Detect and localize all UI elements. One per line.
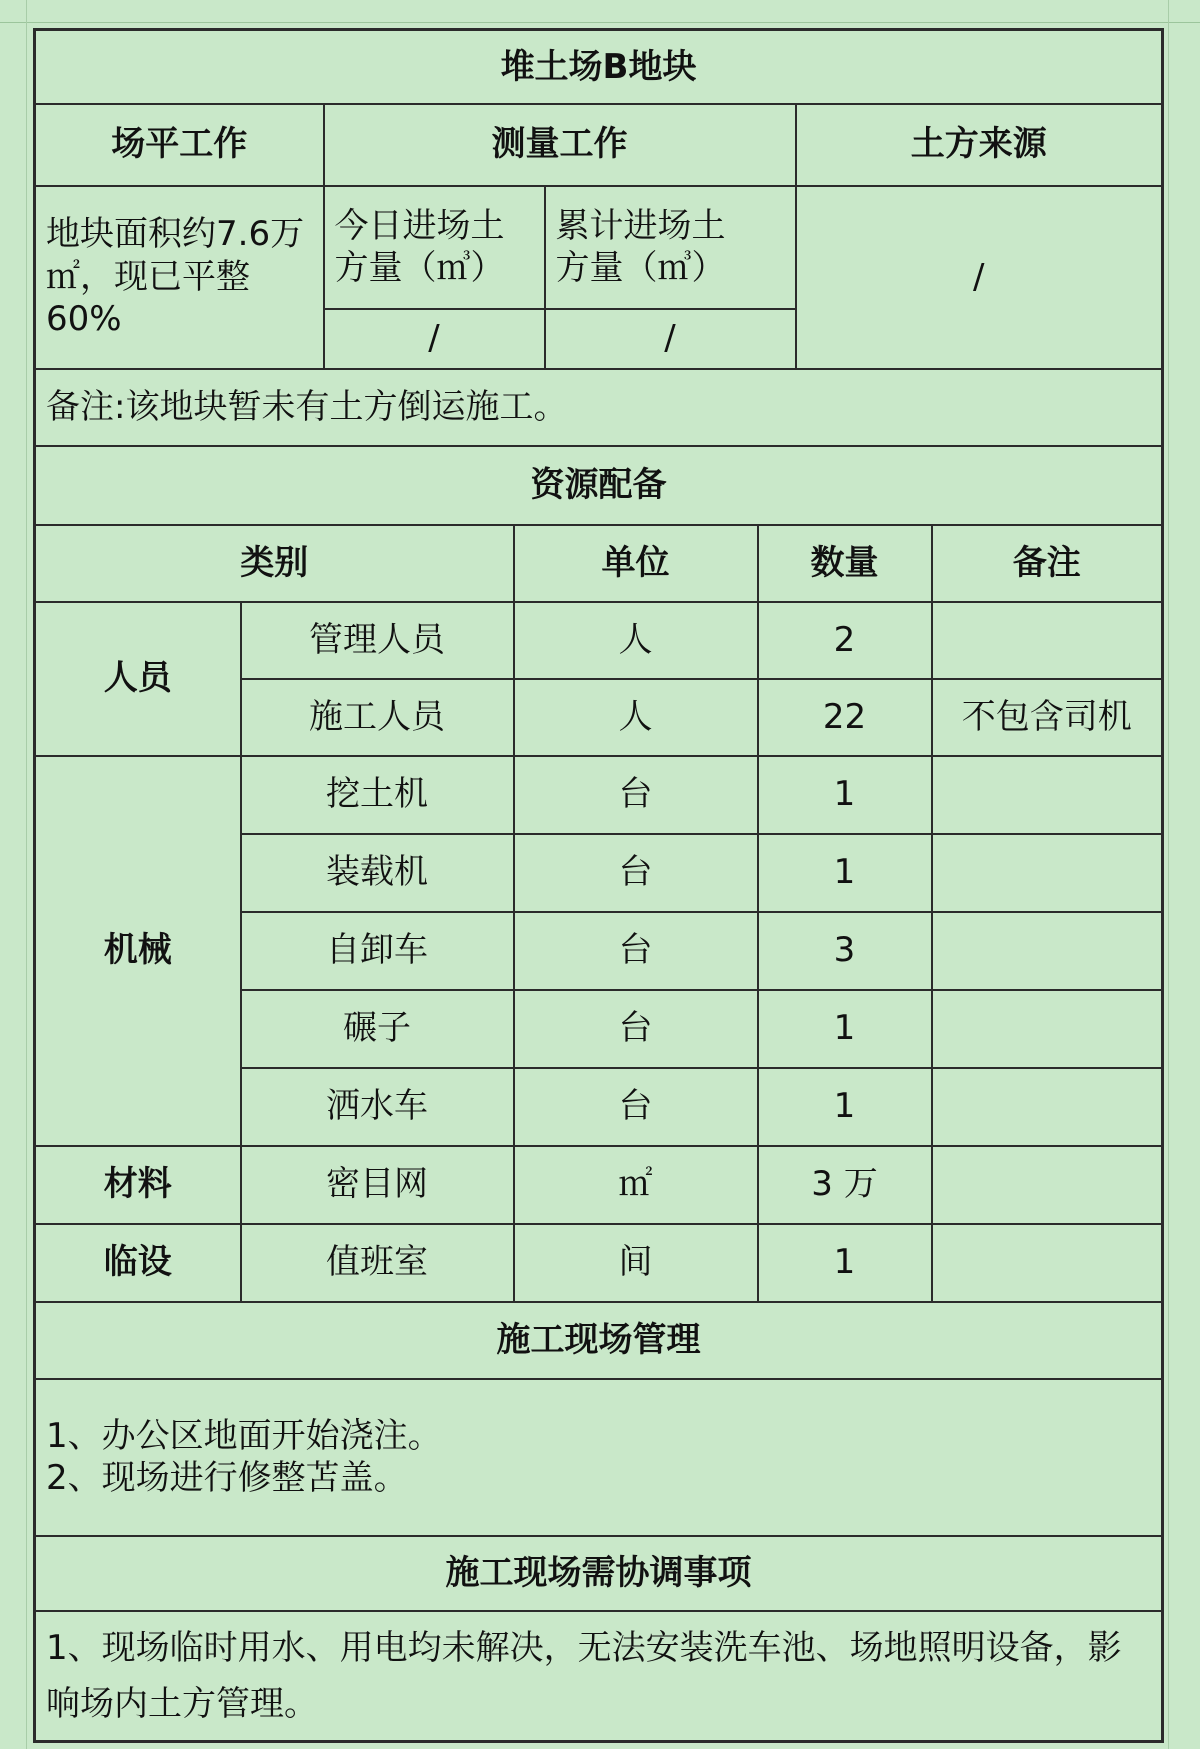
header-earth-source: 土方来源 — [796, 104, 1163, 186]
note-cell — [932, 912, 1163, 990]
note-cell — [932, 1146, 1163, 1224]
spreadsheet-top-row — [0, 0, 1200, 23]
quantity-cell: 1 — [758, 834, 932, 912]
total-volume-label-line2: 方量（㎥） — [555, 248, 726, 288]
note-cell — [932, 1068, 1163, 1146]
item-cell: 施工人员 — [241, 679, 514, 756]
total-volume-label-line1: 累计进场土 — [555, 205, 726, 246]
table-row — [35, 756, 1163, 834]
header-survey: 测量工作 — [324, 104, 796, 186]
table-row — [35, 602, 1163, 679]
category-materials: 材料 — [35, 1146, 241, 1224]
category-machinery: 机械 — [35, 756, 241, 1146]
unit-cell: 台 — [514, 990, 758, 1068]
note-cell — [932, 990, 1163, 1068]
table-row — [35, 1224, 1163, 1302]
table-row — [35, 1146, 1163, 1224]
site-leveling-line2: ㎡，现已平整 60% — [46, 256, 250, 340]
item-cell: 自卸车 — [241, 912, 514, 990]
quantity-cell: 1 — [758, 756, 932, 834]
column-header-unit: 单位 — [514, 525, 758, 602]
item-cell: 挖土机 — [241, 756, 514, 834]
quantity-cell: 22 — [758, 679, 932, 756]
item-cell: 密目网 — [241, 1146, 514, 1224]
resources-section-title: 资源配备 — [35, 446, 1163, 525]
category-temporary-facilities: 临设 — [35, 1224, 241, 1302]
note-cell — [932, 756, 1163, 834]
unit-cell: 台 — [514, 756, 758, 834]
column-header-quantity: 数量 — [758, 525, 932, 602]
item-cell: 值班室 — [241, 1224, 514, 1302]
quantity-cell: 1 — [758, 990, 932, 1068]
unit-cell: ㎡ — [514, 1146, 758, 1224]
note-cell — [932, 834, 1163, 912]
quantity-cell: 1 — [758, 1068, 932, 1146]
unit-cell: 间 — [514, 1224, 758, 1302]
category-personnel: 人员 — [35, 602, 241, 756]
report-table — [33, 28, 1164, 1743]
total-volume-value: / — [545, 309, 796, 369]
earth-source-value: / — [796, 186, 1163, 369]
note-cell — [932, 1224, 1163, 1302]
spreadsheet-gridline — [1168, 0, 1169, 1749]
today-volume-label — [324, 186, 545, 309]
item-cell: 洒水车 — [241, 1068, 514, 1146]
today-volume-value: / — [324, 309, 545, 369]
unit-cell: 人 — [514, 679, 758, 756]
list-item: 2、现场进行修整苫盖。 — [46, 1458, 408, 1498]
unit-cell: 台 — [514, 1068, 758, 1146]
quantity-cell: 2 — [758, 602, 932, 679]
today-volume-label-line2: 方量（㎥） — [334, 248, 505, 288]
column-header-note: 备注 — [932, 525, 1163, 602]
header-site-leveling: 场平工作 — [35, 104, 324, 186]
list-item: 1、办公区地面开始浇注。 — [46, 1415, 442, 1456]
total-volume-label — [545, 186, 796, 309]
today-volume-label-line1: 今日进场土 — [334, 205, 505, 246]
site-leveling-line1: 地块面积约7.6万 — [46, 214, 305, 255]
coordination-list — [35, 1611, 1163, 1742]
unit-cell: 台 — [514, 834, 758, 912]
note-cell — [932, 602, 1163, 679]
coordination-title: 施工现场需协调事项 — [35, 1536, 1163, 1611]
unit-cell: 台 — [514, 912, 758, 990]
quantity-cell: 1 — [758, 1224, 932, 1302]
unit-cell: 人 — [514, 602, 758, 679]
item-cell: 碾子 — [241, 990, 514, 1068]
item-cell: 装载机 — [241, 834, 514, 912]
quantity-cell: 3 — [758, 912, 932, 990]
site-management-list — [35, 1379, 1163, 1536]
column-header-category: 类别 — [35, 525, 514, 602]
site-leveling-cell — [35, 186, 324, 369]
item-cell: 管理人员 — [241, 602, 514, 679]
spreadsheet-gridline — [26, 0, 27, 1749]
quantity-cell: 3 万 — [758, 1146, 932, 1224]
remark: 备注:该地块暂未有土方倒运施工。 — [35, 369, 1163, 446]
list-item: 1、现场临时用水、用电均未解决，无法安装洗车池、场地照明设备，影响场内土方管理。 — [46, 1627, 1122, 1724]
note-cell: 不包含司机 — [932, 679, 1163, 756]
site-management-title: 施工现场管理 — [35, 1302, 1163, 1379]
page-title: 堆土场B地块 — [35, 30, 1163, 104]
